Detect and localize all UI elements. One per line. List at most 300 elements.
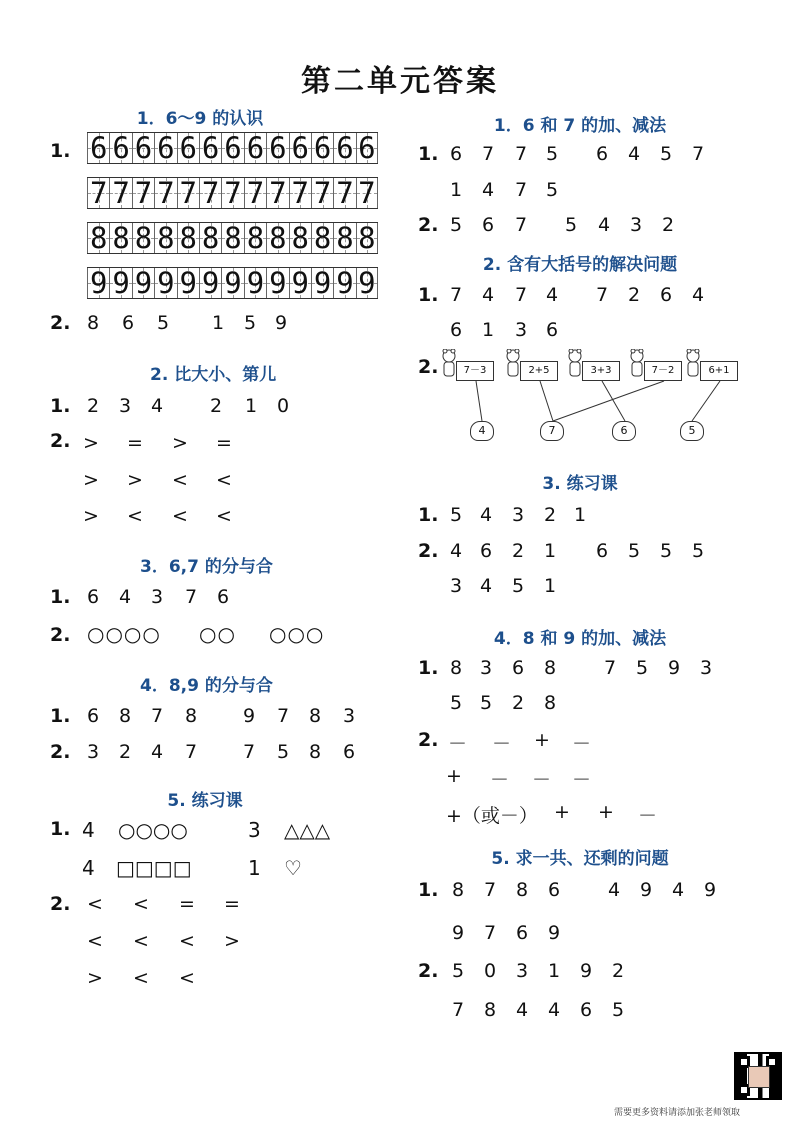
grid-cell — [132, 268, 154, 298]
grid-digit: 6 — [134, 131, 153, 165]
grid-digit: 7 — [336, 176, 354, 210]
question-number: 2. — [50, 624, 71, 646]
grid-digit: 8 — [157, 221, 175, 255]
grid-cell — [132, 133, 154, 163]
question-number: 2. — [418, 214, 439, 236]
answer-value: 9 — [548, 922, 561, 944]
answer-value: 6 — [516, 922, 529, 944]
grid-digit: 7 — [201, 176, 220, 210]
question-number: 2. — [50, 430, 71, 452]
answer-value: > — [83, 469, 99, 491]
answer-value: 8 — [544, 657, 557, 679]
grid-cell — [199, 133, 221, 163]
answer-value: 4 — [628, 143, 641, 165]
grid-digit: 8 — [89, 221, 108, 255]
grid-digit: 6 — [313, 131, 332, 165]
answer-value: 2 — [87, 395, 100, 417]
answer-value: 1 — [248, 856, 261, 880]
answer-value: □□□□ — [116, 856, 192, 880]
grid-cell — [333, 268, 355, 298]
grid-cell — [221, 268, 243, 298]
answer-value: 6 — [660, 284, 673, 306]
answer-value: 7 — [185, 741, 198, 763]
grid-digit: 7 — [157, 176, 175, 210]
grid-cell — [109, 223, 131, 253]
answer-value: 8 — [87, 312, 100, 334]
grid-digit: 6 — [157, 131, 175, 165]
grid-cell — [244, 178, 266, 208]
grid-cell — [244, 133, 266, 163]
answer-value: 4 — [516, 999, 529, 1021]
answer-value: 4 — [546, 284, 559, 306]
grid-cell — [311, 133, 333, 163]
match-line — [476, 381, 482, 421]
bear-icon — [686, 349, 700, 379]
grid-cell — [311, 178, 333, 208]
answer-value: 9 — [452, 922, 465, 944]
grid-digit: 7 — [179, 176, 197, 210]
grid-digit: 7 — [269, 176, 287, 210]
expression-card: 3+3 — [582, 361, 620, 381]
grid-cell — [177, 133, 199, 163]
grid-digit: 8 — [291, 221, 309, 255]
grid-digit: 8 — [336, 221, 354, 255]
grid-digit: 9 — [246, 266, 265, 300]
answer-value: 3 — [515, 319, 528, 341]
grid-digit: 7 — [313, 176, 332, 210]
answer-value: ○○ — [199, 622, 236, 646]
answer-value: + — [554, 801, 570, 823]
section-title: 4．8 和 9 的加、减法 — [493, 629, 667, 649]
grid-digit: 7 — [112, 176, 130, 210]
answer-value: 1 — [548, 960, 561, 982]
question-number: 1. — [50, 705, 71, 727]
answer-value: 7 — [484, 922, 497, 944]
answer-value: 6 — [480, 540, 493, 562]
grid-cell — [266, 133, 288, 163]
grid-cell — [311, 223, 333, 253]
answer-value: 6 — [482, 214, 495, 236]
grid-digit: 9 — [157, 266, 175, 300]
grid-digit: 6 — [179, 131, 197, 165]
answer-value: < — [179, 967, 195, 989]
grid-digit: 8 — [112, 221, 130, 255]
answer-value: + — [446, 765, 462, 787]
grid-digit: 6 — [246, 131, 265, 165]
answer-value: 2 — [512, 692, 525, 714]
answer-value: 5 — [277, 741, 290, 763]
answer-value: 2 — [628, 284, 641, 306]
grid-digit: 9 — [89, 266, 108, 300]
answer-value: 1 — [482, 319, 495, 341]
pot-icon: 6 — [612, 421, 636, 441]
answer-value: 5 — [244, 312, 257, 334]
answer-value: 5 — [692, 540, 705, 562]
grid-digit: 6 — [89, 131, 108, 165]
grid-cell — [266, 268, 288, 298]
grid-digit: 8 — [134, 221, 153, 255]
answer-value: < — [172, 505, 188, 527]
question-number: 1. — [50, 140, 71, 162]
answer-value: 9 — [243, 705, 256, 727]
answer-value: 7 — [151, 705, 164, 727]
grid-cell — [333, 133, 355, 163]
question-number: 1. — [418, 143, 439, 165]
answer-value: 5 — [450, 214, 463, 236]
answer-value: 8 — [450, 657, 463, 679]
bear-icon — [442, 349, 456, 379]
answer-value: 5 — [450, 692, 463, 714]
grid-digit: 9 — [201, 266, 220, 300]
answer-value: 4 — [151, 395, 164, 417]
answer-value: 9 — [668, 657, 681, 679]
bear-icon — [506, 349, 520, 379]
answer-value: 4 — [151, 741, 164, 763]
grid-cell — [333, 178, 355, 208]
grid-cell — [199, 268, 221, 298]
answer-value: 7 — [596, 284, 609, 306]
answer-value: 5 — [612, 999, 625, 1021]
answer-value: 6 — [546, 319, 559, 341]
answer-value: － — [448, 733, 468, 755]
answer-value: < — [87, 893, 103, 915]
answer-value: 1 — [574, 504, 587, 526]
expression-card: 7－3 — [456, 361, 494, 381]
question-number: 2. — [50, 741, 71, 763]
bear-icon — [568, 349, 582, 379]
answer-value: 8 — [119, 705, 132, 727]
grid-digit: 9 — [313, 266, 332, 300]
answer-value: 9 — [640, 879, 653, 901]
answer-value: 2 — [512, 540, 525, 562]
grid-digit: 8 — [358, 221, 376, 255]
answer-value: < — [87, 930, 103, 952]
writing-grid-6 — [87, 132, 378, 164]
answer-value: 2 — [119, 741, 132, 763]
match-line — [553, 381, 664, 421]
answer-value: 9 — [275, 312, 288, 334]
answer-value: 1 — [544, 575, 557, 597]
answer-value: － — [490, 769, 510, 791]
answer-value: 8 — [484, 999, 497, 1021]
answer-value: 2 — [662, 214, 675, 236]
grid-digit: 7 — [291, 176, 309, 210]
answer-value: 6 — [450, 143, 463, 165]
grid-digit: 9 — [291, 266, 309, 300]
answer-value: 6 — [87, 586, 100, 608]
question-number: 1. — [50, 818, 71, 840]
match-line — [540, 381, 553, 421]
answer-value: 3 — [450, 575, 463, 597]
answer-value: 6 — [548, 879, 561, 901]
answer-value: 7 — [452, 999, 465, 1021]
answer-value: 7 — [185, 586, 198, 608]
answer-value: ○○○○ — [87, 622, 161, 646]
grid-cell — [199, 178, 221, 208]
answer-value: 6 — [343, 741, 356, 763]
answer-value: 5 — [480, 692, 493, 714]
answer-value: + — [598, 801, 614, 823]
grid-digit: 6 — [201, 131, 220, 165]
section-title: 5. 练习课 — [167, 791, 243, 811]
answer-value: < — [133, 930, 149, 952]
answer-value: 5 — [450, 504, 463, 526]
answer-value: 3 — [512, 504, 525, 526]
question-number: 2. — [418, 356, 439, 378]
bear-icon — [630, 349, 644, 379]
answer-value: 5 — [546, 179, 559, 201]
grid-cell — [221, 178, 243, 208]
answer-value: 4 — [482, 284, 495, 306]
answer-value: ○○○ — [269, 622, 325, 646]
answer-value: = — [127, 432, 143, 454]
pot-icon: 5 — [680, 421, 704, 441]
grid-cell — [289, 178, 311, 208]
expression-card: 6+1 — [700, 361, 738, 381]
answer-value: < — [127, 505, 143, 527]
answer-value: 5 — [636, 657, 649, 679]
answer-value: － — [532, 769, 552, 791]
question-number: 1. — [418, 657, 439, 679]
answer-value: 3 — [87, 741, 100, 763]
grid-digit: 9 — [179, 266, 197, 300]
grid-cell — [333, 223, 355, 253]
answer-value: 7 — [515, 179, 528, 201]
answer-value: 6 — [450, 319, 463, 341]
answer-value: 3 — [151, 586, 164, 608]
answer-value: 3 — [248, 818, 261, 842]
grid-digit: 7 — [246, 176, 265, 210]
answer-value: 6 — [512, 657, 525, 679]
question-number: 1. — [418, 504, 439, 526]
grid-digit: 6 — [358, 131, 376, 165]
answer-value: 8 — [516, 879, 529, 901]
answer-value: 9 — [580, 960, 593, 982]
grid-cell — [221, 133, 243, 163]
answer-value: 3 — [480, 657, 493, 679]
match-line — [692, 381, 720, 421]
answer-value: － — [492, 733, 512, 755]
grid-cell — [244, 223, 266, 253]
answer-value: 5 — [660, 540, 673, 562]
answer-value: 1 — [245, 395, 258, 417]
answer-value: 5 — [512, 575, 525, 597]
answer-value: 6 — [87, 705, 100, 727]
grid-cell — [132, 223, 154, 253]
grid-cell — [177, 178, 199, 208]
section-title: 2. 比大小、第儿 — [150, 365, 277, 385]
answer-value: 5 — [660, 143, 673, 165]
answer-value: 4 — [480, 575, 493, 597]
answer-value: 9 — [704, 879, 717, 901]
section-title: 3. 练习课 — [542, 474, 618, 494]
grid-cell — [87, 133, 109, 163]
answer-value: = — [224, 893, 240, 915]
answer-value: > — [83, 432, 99, 454]
answer-value: 5 — [157, 312, 170, 334]
footer-text: 需要更多资料请添加张老师领取 — [613, 1108, 740, 1118]
question-number: 2. — [50, 893, 71, 915]
answer-value: 7 — [482, 143, 495, 165]
grid-digit: 6 — [112, 131, 130, 165]
grid-digit: 7 — [89, 176, 108, 210]
grid-cell — [289, 133, 311, 163]
grid-cell — [87, 178, 109, 208]
grid-digit: 6 — [336, 131, 354, 165]
answer-value: 5 — [546, 143, 559, 165]
answer-value: 4 — [598, 214, 611, 236]
question-number: 2. — [418, 729, 439, 751]
grid-digit: 8 — [269, 221, 287, 255]
grid-cell — [177, 268, 199, 298]
grid-digit: 6 — [269, 131, 287, 165]
answer-value: 4 — [608, 879, 621, 901]
answer-value: 7 — [515, 143, 528, 165]
grid-digit: 9 — [358, 266, 376, 300]
grid-cell — [356, 268, 378, 298]
page-title: 第二单元答案 — [301, 64, 499, 99]
grid-digit: 7 — [358, 176, 376, 210]
grid-cell — [266, 223, 288, 253]
answer-value: 7 — [604, 657, 617, 679]
answer-value: 5 — [565, 214, 578, 236]
section-title: 1．6～9 的认识 — [136, 109, 264, 129]
grid-digit: 8 — [313, 221, 332, 255]
expression-card: 2+5 — [520, 361, 558, 381]
answer-value: 6 — [122, 312, 135, 334]
grid-digit: 8 — [201, 221, 220, 255]
answer-value: 1 — [212, 312, 225, 334]
answer-value: 1 — [450, 179, 463, 201]
question-number: 2. — [50, 312, 71, 334]
answer-value: 3 — [343, 705, 356, 727]
pot-icon: 4 — [470, 421, 494, 441]
answer-value: 1 — [544, 540, 557, 562]
grid-digit: 9 — [224, 266, 242, 300]
answer-value: 8 — [452, 879, 465, 901]
answer-value: 4 — [82, 856, 95, 880]
grid-digit: 9 — [112, 266, 130, 300]
answer-value: > — [224, 930, 240, 952]
grid-cell — [109, 178, 131, 208]
answer-value: 7 — [277, 705, 290, 727]
answer-value: 7 — [515, 284, 528, 306]
answer-value: 0 — [277, 395, 290, 417]
answer-value: 7 — [692, 143, 705, 165]
answer-value: 6 — [596, 143, 609, 165]
grid-cell — [154, 268, 176, 298]
answer-value: 7 — [484, 879, 497, 901]
answer-value: 4 — [119, 586, 132, 608]
grid-cell — [154, 223, 176, 253]
answer-value: 7 — [515, 214, 528, 236]
answer-value: 7 — [450, 284, 463, 306]
answer-value: 7 — [243, 741, 256, 763]
writing-grid-9 — [87, 267, 378, 299]
answer-value: － — [638, 805, 658, 827]
answer-value: 8 — [185, 705, 198, 727]
answer-value: 5 — [452, 960, 465, 982]
answer-value: 4 — [548, 999, 561, 1021]
answer-value: +（或－） — [446, 805, 538, 827]
grid-cell — [356, 133, 378, 163]
writing-grid-8 — [87, 222, 378, 254]
answer-value: 6 — [580, 999, 593, 1021]
grid-cell — [356, 223, 378, 253]
answer-value: 3 — [516, 960, 529, 982]
answer-value: － — [572, 733, 592, 755]
heart-icon: ♡ — [284, 856, 302, 880]
answer-value: 2 — [612, 960, 625, 982]
answer-value: 3 — [630, 214, 643, 236]
answer-value: 3 — [700, 657, 713, 679]
answer-value: △△△ — [284, 818, 331, 842]
answer-value: < — [216, 469, 232, 491]
grid-digit: 8 — [179, 221, 197, 255]
answer-value: > — [127, 469, 143, 491]
grid-digit: 6 — [291, 131, 309, 165]
grid-cell — [199, 223, 221, 253]
grid-cell — [289, 268, 311, 298]
answer-value: 4 — [82, 818, 95, 842]
grid-cell — [87, 223, 109, 253]
section-title: 1．6 和 7 的加、减法 — [493, 116, 667, 136]
answer-value: 0 — [484, 960, 497, 982]
answer-value: 6 — [217, 586, 230, 608]
grid-cell — [221, 223, 243, 253]
section-title: 5. 求一共、还剩的问题 — [491, 849, 669, 869]
answer-value: 8 — [309, 705, 322, 727]
avatar — [748, 1066, 770, 1088]
question-number: 1. — [418, 879, 439, 901]
question-number: 1. — [50, 586, 71, 608]
answer-value: < — [179, 930, 195, 952]
answer-value: < — [133, 893, 149, 915]
answer-value: < — [216, 505, 232, 527]
answer-value: 4 — [482, 179, 495, 201]
grid-cell — [132, 178, 154, 208]
writing-grid-7 — [87, 177, 378, 209]
answer-value: 2 — [544, 504, 557, 526]
answer-value: 4 — [672, 879, 685, 901]
grid-digit: 6 — [224, 131, 242, 165]
section-title: 3．6,7 的分与合 — [140, 557, 273, 577]
grid-digit: 9 — [336, 266, 354, 300]
question-number: 1. — [418, 284, 439, 306]
pot-icon: 7 — [540, 421, 564, 441]
answer-value: － — [572, 769, 592, 791]
grid-cell — [154, 133, 176, 163]
grid-cell — [109, 268, 131, 298]
question-number: 2. — [418, 960, 439, 982]
grid-digit: 7 — [134, 176, 153, 210]
answer-value: 8 — [544, 692, 557, 714]
grid-digit: 8 — [224, 221, 242, 255]
answer-value: 3 — [119, 395, 132, 417]
grid-digit: 8 — [246, 221, 265, 255]
section-title: 4．8,9 的分与合 — [140, 676, 273, 696]
answer-value: 4 — [450, 540, 463, 562]
grid-digit: 9 — [269, 266, 287, 300]
grid-digit: 7 — [224, 176, 242, 210]
answer-value: 2 — [210, 395, 223, 417]
answer-value: + — [534, 729, 550, 751]
grid-cell — [289, 223, 311, 253]
expression-card: 7－2 — [644, 361, 682, 381]
grid-cell — [87, 268, 109, 298]
answer-value: > — [87, 967, 103, 989]
question-number: 2. — [418, 540, 439, 562]
